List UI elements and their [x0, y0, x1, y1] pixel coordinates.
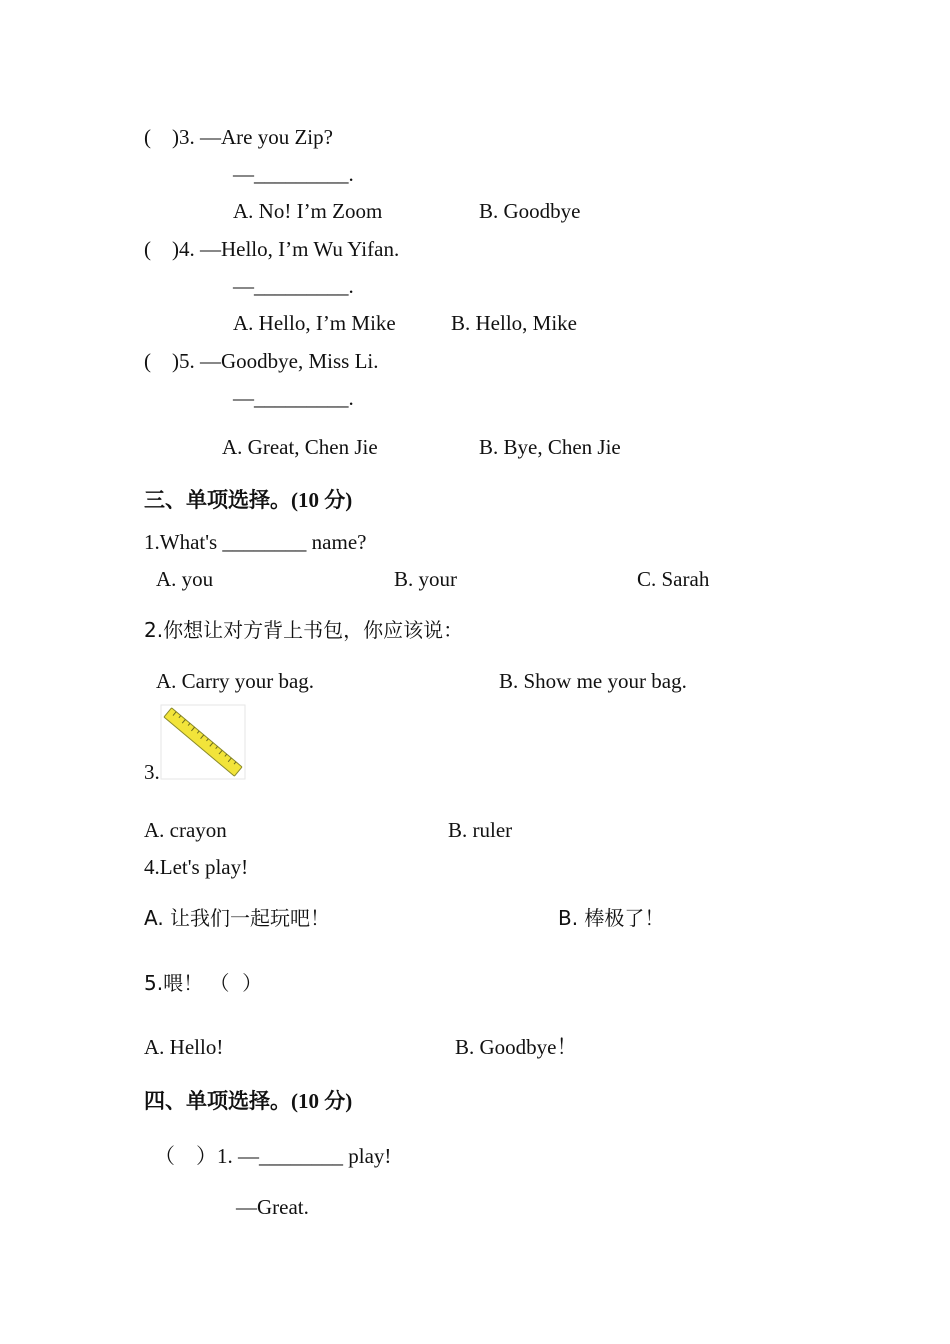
question-5-prompt: ( )5. —Goodbye, Miss Li.	[144, 349, 379, 373]
section-3-heading: 三、单项选择。(10 分)	[144, 488, 353, 512]
section-3-q1-option-a: A. you	[156, 567, 214, 591]
section-3-q2-option-b: B. Show me your bag.	[499, 669, 687, 693]
section-3-q1-prompt: 1.What's ________ name?	[144, 530, 367, 554]
question-5-blank: —_________.	[233, 386, 354, 410]
section-3-q1-option-c: C. Sarah	[637, 567, 710, 591]
section-3-q4-option-a: A. 让我们一起玩吧！	[144, 906, 331, 930]
question-5-option-b: B. Bye, Chen Jie	[479, 435, 621, 459]
question-4-option-b: B. Hello, Mike	[451, 311, 577, 335]
question-3-option-a: A. No! I’m Zoom	[233, 199, 383, 223]
section-3-q3-prompt: 3.	[144, 760, 160, 784]
section-3-q2-prompt: 2.你想让对方背上书包，你应该说：	[144, 618, 464, 642]
ruler-icon	[160, 704, 246, 780]
question-4-option-a: A. Hello, I’m Mike	[233, 311, 396, 335]
question-5-option-a: A. Great, Chen Jie	[222, 435, 378, 459]
section-3-q5-prompt: 5.喂！ （ ）	[144, 971, 263, 995]
section-4-heading: 四、单项选择。(10 分)	[144, 1089, 353, 1113]
question-3-prompt: ( )3. —Are you Zip?	[144, 125, 333, 149]
section-3-q4-option-b: B. 棒极了！	[558, 906, 665, 930]
section-3-q1-option-b: B. your	[394, 567, 457, 591]
question-4-prompt: ( )4. —Hello, I’m Wu Yifan.	[144, 237, 400, 261]
section-4-q1-prompt: （ ）1. —________ play!	[154, 1144, 392, 1168]
section-3-q5-option-b: B. Goodbye！	[455, 1035, 578, 1059]
section-3-q2-option-a: A. Carry your bag.	[156, 669, 315, 693]
section-3-q3-option-a: A. crayon	[144, 818, 227, 842]
section-4-q1-answer: —Great.	[236, 1195, 309, 1219]
question-4-blank: —_________.	[233, 274, 354, 298]
question-3-option-b: B. Goodbye	[479, 199, 581, 223]
section-3-q3-option-b: B. ruler	[448, 818, 513, 842]
section-3-q4-prompt: 4.Let's play!	[144, 855, 249, 879]
section-3-q5-option-a: A. Hello!	[144, 1035, 224, 1059]
question-3-blank: —_________.	[233, 162, 354, 186]
